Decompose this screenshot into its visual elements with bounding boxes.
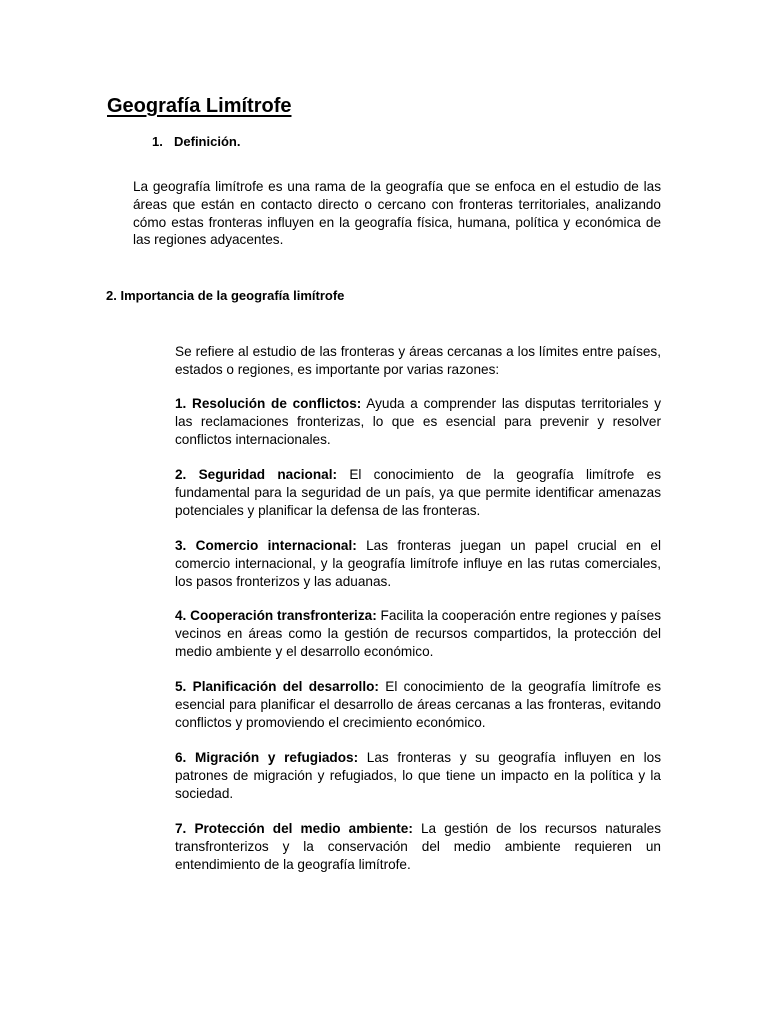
reason-label: 3. Comercio internacional:	[175, 538, 357, 553]
reason-label: 7. Protección del medio ambiente:	[175, 821, 413, 836]
reason-item-4	[175, 607, 661, 660]
reason-item-1	[175, 395, 661, 448]
reason-text: El conocimiento de la geografía limítrofe es fundamental para la seguridad de un país, ya que permite identificar amenazas potenciales y planificar la defensa de las fronteras.	[175, 467, 661, 518]
reason-text: Las fronteras y su geografía influyen en los patrones de migración y refugiados, lo que tiene un impacto en la política y la sociedad.	[175, 750, 661, 801]
section-2-heading: 2. Importancia de la geografía limítrofe	[106, 288, 345, 303]
reason-item-3	[175, 537, 661, 590]
reason-item-6	[175, 749, 661, 802]
reason-item-2	[175, 466, 661, 519]
document-title: Geografía Limítrofe	[107, 95, 292, 117]
section-1-number: 1.	[152, 134, 163, 149]
reason-label: 2. Seguridad nacional:	[175, 467, 338, 482]
reason-text: Las fronteras juegan un papel crucial en el comercio internacional, y la geografía limítrofe influye en las rutas comerciales, los pasos fronterizos y las aduanas.	[175, 538, 661, 589]
lead-paragraph	[175, 343, 661, 379]
lead-text: Se refiere al estudio de las fronteras y áreas cercanas a los límites entre países, estados o regiones, es importante por varias razones:	[175, 344, 661, 377]
reason-item-7	[175, 820, 661, 873]
reason-text: Ayuda a comprender las disputas territoriales y las reclamaciones fronterizas, lo que es esencial para prevenir y resolver conflictos internacionales.	[175, 396, 661, 447]
reason-label: 4. Cooperación transfronteriza:	[175, 608, 377, 623]
reason-label: 6. Migración y refugiados:	[175, 750, 359, 765]
section-1-title: Definición.	[174, 134, 241, 149]
section-1-heading	[152, 134, 240, 149]
reason-text: La gestión de los recursos naturales transfronterizos y la conservación del medio ambiente requieren un entendimiento de la geografía limítrofe.	[175, 821, 661, 872]
reason-text: Facilita la cooperación entre regiones y países vecinos en áreas como la gestión de recursos compartidos, la protección del medio ambiente y el desarrollo económico.	[175, 608, 661, 659]
reason-label: 5. Planificación del desarrollo:	[175, 679, 379, 694]
reason-item-5	[175, 678, 661, 731]
reason-label: 1. Resolución de conflictos:	[175, 396, 362, 411]
definition-paragraph: La geografía limítrofe es una rama de la geografía que se enfoca en el estudio de las áreas que están en contacto directo o cercano con fronteras territoriales, analizando cómo estas fronteras influyen en la geografía física, humana, política y económica de las regiones adyacentes.	[133, 179, 661, 248]
reason-text: El conocimiento de la geografía limítrofe es esencial para planificar el desarrollo de áreas cercanas a las fronteras, evitando conflictos y promoviendo el crecimiento económico.	[175, 679, 661, 730]
